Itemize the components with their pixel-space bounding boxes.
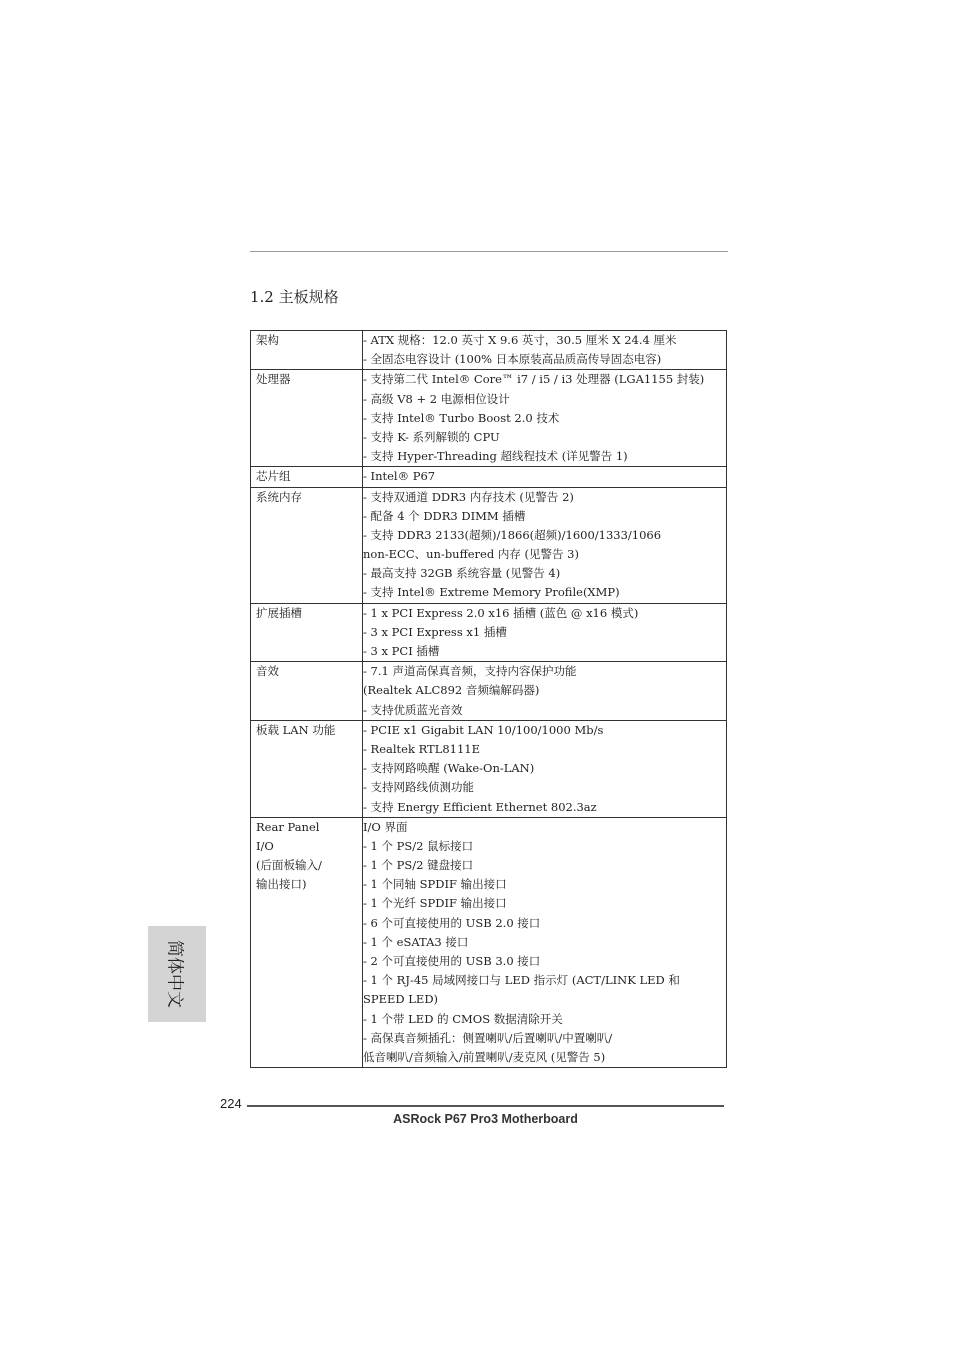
spec-value-line: - PCIE x1 Gigabit LAN 10/100/1000 Mb/s xyxy=(363,722,604,737)
spec-label: I/O xyxy=(256,838,274,853)
spec-label: 架构 xyxy=(256,333,279,347)
spec-value-line: - 支持 Intel® Extreme Memory Profile(XMP) xyxy=(363,585,620,600)
spec-value-line: - 支持第二代 Intel® Core™ i7 / i5 / i3 处理器 (LGA1155 封装) xyxy=(363,372,705,387)
spec-label: 输出接口) xyxy=(256,877,307,892)
language-tab-label: 简体中文 xyxy=(164,940,185,1008)
spec-row xyxy=(251,487,727,603)
spec-value-line: - 支持 Energy Efficient Ethernet 802.3az xyxy=(363,799,597,814)
spec-value-cell xyxy=(363,331,727,370)
spec-label: Rear Panel xyxy=(256,819,320,834)
footer-text: ASRock P67 Pro3 Motherboard xyxy=(393,1112,578,1126)
spec-value-line: - 6 个可直接使用的 USB 2.0 接口 xyxy=(363,915,541,930)
language-tab xyxy=(148,926,206,1022)
spec-value-line: - 1 个同轴 SPDIF 输出接口 xyxy=(363,877,507,892)
spec-label-cell xyxy=(251,467,363,487)
spec-label: 扩展插槽 xyxy=(256,605,302,620)
spec-value-line: - 高级 V8 + 2 电源相位设计 xyxy=(363,391,510,406)
spec-value-line: - 配备 4 个 DDR3 DIMM 插槽 xyxy=(363,508,526,523)
spec-value-line: - 支持 Hyper-Threading 超线程技术 (详见警告 1) xyxy=(363,449,628,464)
spec-value-line: - 3 x PCI 插槽 xyxy=(363,644,440,658)
spec-label-cell xyxy=(251,370,363,467)
spec-value-line: - 支持双通道 DDR3 内存技术 (见警告 2) xyxy=(363,489,574,504)
spec-label: 系统内存 xyxy=(256,489,302,504)
spec-value-line: - 支持网路唤醒 (Wake-On-LAN) xyxy=(363,761,535,776)
spec-value-cell xyxy=(363,817,727,1067)
spec-row xyxy=(251,662,727,721)
spec-value-cell xyxy=(363,487,727,603)
spec-value-cell xyxy=(363,603,727,662)
spec-value-line: - 2 个可直接使用的 USB 3.0 接口 xyxy=(363,954,541,968)
section-title: 1.2 主板规格 xyxy=(250,288,339,306)
spec-value-line: - 1 个光纤 SPDIF 输出接口 xyxy=(363,896,507,911)
spec-value-line: - Realtek RTL8111E xyxy=(363,741,481,756)
spec-value-line: - 支持优质蓝光音效 xyxy=(363,702,463,717)
spec-row xyxy=(251,603,727,662)
footer-rule xyxy=(247,1105,724,1107)
spec-label: 芯片组 xyxy=(256,469,291,484)
spec-value-line: - 高保真音频插孔：侧置喇叭/后置喇叭/中置喇叭/ xyxy=(363,1030,613,1045)
spec-label: 板载 LAN 功能 xyxy=(256,722,336,737)
spec-label-cell xyxy=(251,331,363,370)
spec-row xyxy=(251,720,727,817)
spec-value-cell xyxy=(363,467,727,487)
spec-row xyxy=(251,817,727,1067)
spec-row xyxy=(251,370,727,467)
spec-value-line: - 1 个 PS/2 鼠标接口 xyxy=(363,838,474,853)
spec-value-cell xyxy=(363,370,727,467)
spec-value-cell xyxy=(363,662,727,721)
spec-row xyxy=(251,331,727,370)
spec-value-line: I/O 界面 xyxy=(363,819,408,834)
spec-value-line: (Realtek ALC892 音频编解码器) xyxy=(363,683,540,698)
spec-value-line: - 支持网路线侦测功能 xyxy=(363,780,475,795)
spec-value-line: - 1 个带 LED 的 CMOS 数据清除开关 xyxy=(363,1011,563,1026)
spec-value-line: - 全固态电容设计 (100% 日本原装高品质高传导固态电容) xyxy=(363,352,662,367)
spec-label-cell xyxy=(251,817,363,1067)
spec-value-cell xyxy=(363,720,727,817)
spec-row xyxy=(251,467,727,487)
spec-value-line: - 1 个 eSATA3 接口 xyxy=(363,934,469,949)
spec-value-line: - 1 x PCI Express 2.0 x16 插槽 (蓝色 @ x16 模式) xyxy=(363,605,639,620)
spec-label-cell xyxy=(251,487,363,603)
spec-value-line: - 7.1 声道高保真音频，支持内容保护功能 xyxy=(363,664,577,679)
spec-value-line: 低音喇叭/音频输入/前置喇叭/麦克风 (见警告 5) xyxy=(363,1049,606,1064)
spec-label-cell xyxy=(251,662,363,721)
spec-value-line: SPEED LED) xyxy=(363,992,439,1007)
spec-value-line: - 最高支持 32GB 系统容量 (见警告 4) xyxy=(363,566,561,581)
spec-label: 处理器 xyxy=(256,372,291,387)
spec-label: (后面板输入/ xyxy=(256,858,322,873)
spec-value-line: - Intel® P67 xyxy=(363,469,436,484)
spec-value-line: - 1 个 RJ-45 局域网接口与 LED 指示灯 (ACT/LINK LED 和 xyxy=(363,973,680,988)
spec-value-line: - 1 个 PS/2 键盘接口 xyxy=(363,858,474,873)
spec-value-line: - 支持 K- 系列解锁的 CPU xyxy=(363,429,500,444)
spec-value-line: - 3 x PCI Express x1 插槽 xyxy=(363,624,507,639)
spec-value-line: - 支持 Intel® Turbo Boost 2.0 技术 xyxy=(363,410,560,425)
spec-value-line: - 支持 DDR3 2133(超频)/1866(超频)/1600/1333/1066 xyxy=(363,527,662,542)
top-rule xyxy=(250,251,728,252)
spec-label-cell xyxy=(251,603,363,662)
spec-table xyxy=(250,330,727,1068)
spec-value-line: - ATX 规格：12.0 英寸 X 9.6 英寸，30.5 厘米 X 24.4 厘米 xyxy=(363,333,677,347)
spec-label-cell xyxy=(251,720,363,817)
spec-value-line: non-ECC、un-buffered 内存 (见警告 3) xyxy=(363,547,579,562)
spec-label: 音效 xyxy=(256,664,279,679)
page-number: 224 xyxy=(220,1096,242,1111)
